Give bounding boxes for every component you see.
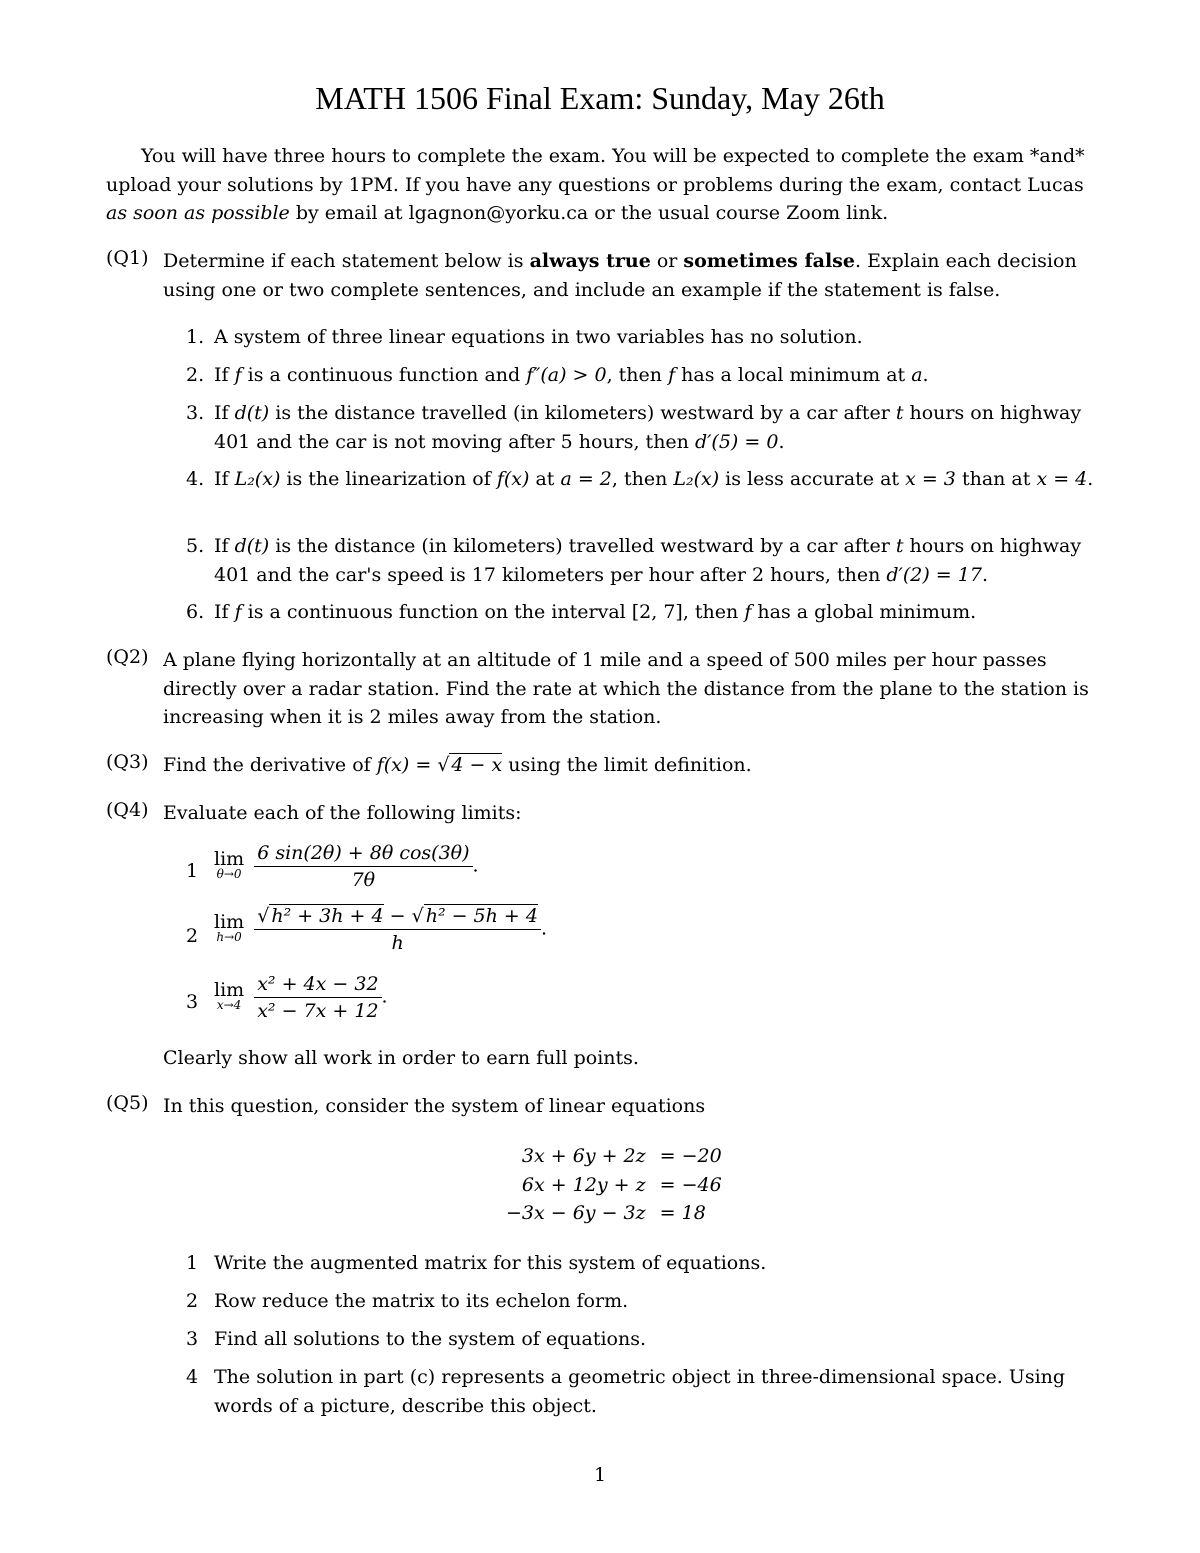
equation-system [506,1142,722,1228]
page-title: MATH 1506 Final Exam: Sunday, May 26th [315,80,885,116]
page-number: 1 [593,1464,607,1486]
equation-row: −3x − 6y − 3z = 18 [506,1202,706,1224]
q4-note: Clearly show all work in order to earn full points. [163,1047,639,1069]
q2-label: (Q2) [106,646,149,668]
q4-text: Evaluate each of the following limits: [163,802,522,824]
equation-row: 6x + 12y + z = −46 [521,1173,722,1196]
exam-page: MATH 1506 Final Exam: Sunday, May 26th You will have three hours to complete the exam. You will be expected to complete the exam *and* upload your solutions by 1PM. If you have any questions or problems during the exam, contact Lucas as soon as possible by email at lgagnon@yorku.ca or the usual course Zoom link. (Q1) Determine if each statement below is always true or sometimes false. Explain each decision using one or two complete sentences, and include an example if the statement is false. 1. A system of three linear equations in two variables has no solution. 2. If f is a continuous function and f″(a) > 0, then f has a local minimum at a. 3. If d(t) is the distance travelled (in kilometers) westward by a car after t hours on highway 401 and the car is not moving after 5 hours, then d′(5) = 0. 4. If L₂(x) is the linearization of f(x) at a = 2, then L₂(x) is less accurate at x = 3 than at x = 4. 5. If d(t) is the distance (in kilometers) travelled westward by a car after t hours on highway 401 and the car's speed is 17 kilometers per hour after 2 hours, then d′(2) = 17. 6. If f is a continuous function on the interval [2, 7], then f has a global minimum. (Q2) A plane flying horizontally at an altitude of 1 mile and a speed of 500 miles per hour passes directly over a radar station. Find the rate at which the distance from the plane to the station is increasing when it is 2 miles away from the station. (Q3) Find the derivative of f(x) = √ 4 − x using the limit definition. (Q4) Evaluate each of the following limits: 1 lim θ→0 $\frac{\text{6 sin(2θ) + 8θ cos(3θ)}}{7\theta}$ . 2 lim h→0 $\frac{\text{√ h² + 3h + 4 − √ h² − 5h + 4}}{h}$ . 3 lim x→4 $\frac{\text{x² + 4x − 32}}{\text{x² − 7x + 12}}$ . Clearly show all work in order to earn full points. (Q5) In this question, consider the system of linear equations 3x + 6y + 2z = −20 6x + 12y + z = −46 −3x − 6y − 3z = 18 1 Write the augmented matrix for this system of equations. 2 Row reduce the matrix to its echelon form. 3 Find all solutions to the system of equations. 4 The solution in part (c) represents a geometric object in three-dimensional space. Using words of a picture, describe this object. 1 [0,0,1200,1553]
q3-label: (Q3) [106,751,149,773]
q4-label: (Q4) [106,799,149,821]
q1-prompt: Determine if each statement below is always true or sometimes false. Explain each decision using one or two complete sentences, and include an example if the statement is false. [163,250,1077,301]
equation-row: 3x + 6y + 2z = −20 [521,1145,722,1167]
q5-label: (Q5) [106,1092,149,1114]
q2-text: A plane flying horizontally at an altitude of 1 mile and a speed of 500 miles per hour passes directly over a radar station. Find the rate at which the distance from the plane to the station is increasing when it is 2 miles away from the station. [163,649,1089,728]
q1-label: (Q1) [106,247,149,269]
q5-text: In this question, consider the system of linear equations [163,1095,706,1117]
q3-text: Find the derivative of f(x) = √ 4 − x using the limit definition. [163,754,752,776]
intro-paragraph: You will have three hours to complete the exam. You will be expected to complete the exam *and* upload your solutions by 1PM. If you have any questions or problems during the exam, contact Lucas as soon as possible by email at lgagnon@yorku.ca or the usual course Zoom link. [106,145,1085,224]
